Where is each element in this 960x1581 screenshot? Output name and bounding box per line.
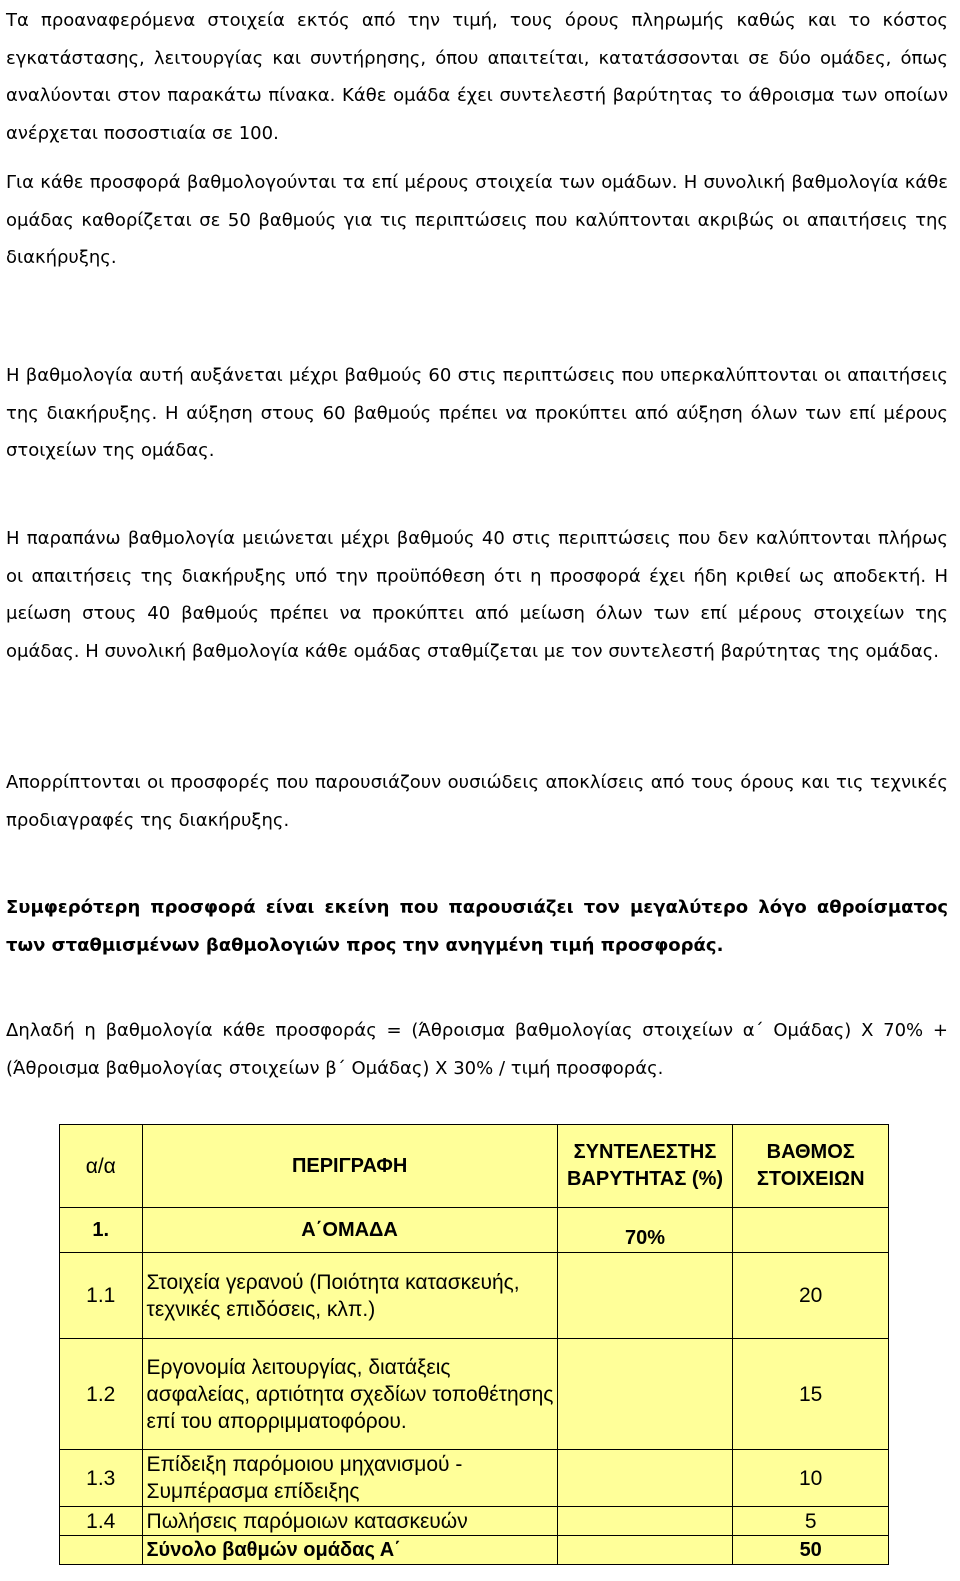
row-score: 20 (733, 1253, 889, 1339)
paragraph-scoring-base: Για κάθε προσφορά βαθμολογούνται τα επί μέρους στοιχεία των ομάδων. Η συνολική βαθμολογία κάθε ομάδας καθορίζεται σε 50 βαθμούς για τις περιπτώσεις που καλύπτονται ακριβώς οι απαιτήσεις της διακήρυξης. (6, 172, 948, 268)
table-row (60, 1253, 889, 1339)
table-header-row (60, 1125, 889, 1208)
paragraph-scoring-decrease: Η παραπάνω βαθμολογία μειώνεται μέχρι βαθμούς 40 στις περιπτώσεις που δεν καλύπτονται πλήρως οι απαιτήσεις της διακήρυξης υπό την προϋπόθεση ότι η προσφορά έχει ήδη κριθεί ως αποδεκτή. Η μείωση στους 40 βαθμούς πρέπει να προκύπτει από μείωση όλων των επί μέρους στοιχείων της ομάδας. Η συνολική βαθμολογία κάθε ομάδας σταθμίζεται με τον συντελεστή βαρύτητας της ομάδας. (6, 528, 948, 662)
table-row (60, 1339, 889, 1450)
table-row (60, 1450, 889, 1507)
row-weight-empty (557, 1339, 733, 1450)
row-score: 15 (733, 1339, 889, 1450)
scoring-table (59, 1124, 889, 1565)
row-description: Επίδειξη παρόμοιου μηχανισμού - Συμπέρασμα επίδειξης (142, 1450, 557, 1507)
row-description: Εργονομία λειτουργίας, διατάξεις ασφαλείας, αρτιότητα σχεδίων τοποθέτησης επί του απορριμματοφόρου. (142, 1339, 557, 1450)
row-weight-empty (557, 1450, 733, 1507)
group-title: Α΄ΟΜΑΔΑ (142, 1208, 557, 1253)
total-row (60, 1536, 889, 1565)
table-row (60, 1507, 889, 1536)
group-weight: 70% (557, 1208, 733, 1253)
group-row (60, 1208, 889, 1253)
paragraph-rejection: Απορρίπτονται οι προσφορές που παρουσιάζουν ουσιώδεις αποκλίσεις από τους όρους και τις τεχνικές προδιαγραφές της διακήρυξης. (6, 772, 948, 831)
paragraph-scoring-increase: Η βαθμολογία αυτή αυξάνεται μέχρι βαθμούς 60 στις περιπτώσεις που υπερκαλύπτονται οι απαιτήσεις της διακήρυξης. Η αύξηση στους 60 βαθμούς πρέπει να προκύπτει από αύξηση όλων των επί μέρους στοιχείων της ομάδας. (6, 365, 948, 461)
total-aa-empty (60, 1536, 143, 1565)
row-weight-empty (557, 1253, 733, 1339)
total-score: 50 (733, 1536, 889, 1565)
header-aa: α/α (60, 1125, 143, 1208)
row-aa: 1.4 (60, 1507, 143, 1536)
header-description: ΠΕΡΙΓΡΑΦΗ (142, 1125, 557, 1208)
row-aa: 1.1 (60, 1253, 143, 1339)
header-score: ΒΑΘΜΟΣ ΣΤΟΙΧΕΙΩΝ (733, 1125, 889, 1208)
paragraph-groups-intro: Τα προαναφερόμενα στοιχεία εκτός από την τιμή, τους όρους πληρωμής καθώς και το κόστος εγκατάστασης, λειτουργίας και συντήρησης, όπου απαιτείται, κατατάσσονται σε δύο ομάδες, όπως αναλύονται στον παρακάτω πίνακα. Κάθε ομάδα έχει συντελεστή βαρύτητας το άθροισμα των οποίων ανέρχεται ποσοστιαία σε 100. (6, 10, 948, 144)
paragraph-best-offer: Συμφερότερη προσφορά είναι εκείνη που παρουσιάζει τον μεγαλύτερο λόγο αθροίσματος των σταθμισμένων βαθμολογιών προς την ανηγμένη τιμή προσφοράς. (6, 897, 948, 956)
row-aa: 1.3 (60, 1450, 143, 1507)
total-label: Σύνολο βαθμών ομάδας Α΄ (142, 1536, 557, 1565)
group-score-empty (733, 1208, 889, 1253)
total-weight-empty (557, 1536, 733, 1565)
row-aa: 1.2 (60, 1339, 143, 1450)
header-weight: ΣΥΝΤΕΛΕΣΤΗΣ ΒΑΡΥΤΗΤΑΣ (%) (557, 1125, 733, 1208)
paragraph-formula: Δηλαδή η βαθμολογία κάθε προσφοράς = (Άθροισμα βαθμολογίας στοιχείων α΄ Ομάδας) Χ 70% + (Άθροισμα βαθμολογίας στοιχείων β΄ Ομάδας) Χ 30% / τιμή προσφοράς. (6, 1020, 948, 1079)
row-description: Στοιχεία γερανού (Ποιότητα κατασκευής, τεχνικές επιδόσεις, κλπ.) (142, 1253, 557, 1339)
row-weight-empty (557, 1507, 733, 1536)
row-description: Πωλήσεις παρόμοιων κατασκευών (142, 1507, 557, 1536)
row-score: 5 (733, 1507, 889, 1536)
group-aa: 1. (60, 1208, 143, 1253)
row-score: 10 (733, 1450, 889, 1507)
